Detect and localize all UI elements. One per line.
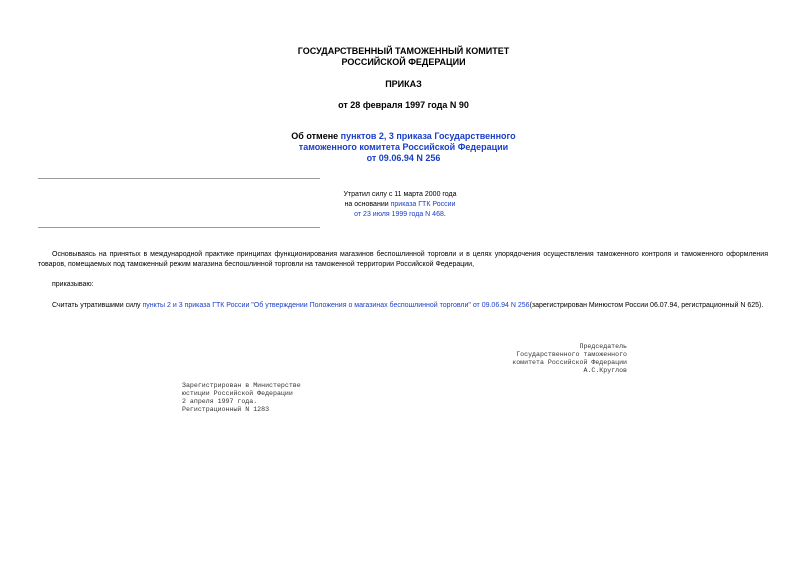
divider-bottom — [38, 227, 320, 228]
status-note-suffix: . — [443, 211, 446, 218]
registration-line1: Зарегистрирован в Министерстве — [182, 382, 301, 389]
para3-prefix: Считать утратившими силу — [52, 302, 143, 309]
subject-link-part2[interactable]: таможенного комитета Российской Федерации — [298, 142, 509, 152]
subject-link-part3[interactable]: от 09.06.94 N 256 — [366, 153, 441, 163]
doc-type: ПРИКАЗ — [385, 79, 422, 89]
registration-line3: 2 апреля 1997 года. — [182, 398, 258, 405]
status-note-line1: Утратил силу с 11 марта 2000 года — [343, 191, 457, 198]
signature-line2: Государственного таможенного — [516, 351, 627, 358]
doc-date: от 28 февраля 1997 года N 90 — [338, 100, 469, 110]
annulled-order-link[interactable]: пункты 2 и 3 приказа ГТК России "Об утверждении Положения о магазинах беспошлинной торговли" от 09.06.94 N 256 — [142, 302, 530, 309]
repeal-order-date-link[interactable]: от 23 июля 1999 года N 468 — [354, 211, 444, 218]
org-name-line2: РОССИЙСКОЙ ФЕДЕРАЦИИ — [341, 57, 466, 67]
signature-name: А.С.Круглов — [583, 367, 627, 374]
status-note-line3 — [330, 210, 470, 219]
repeal-order-link[interactable]: приказа ГТК России — [390, 201, 456, 208]
subject-link-part1[interactable]: пунктов 2, 3 приказа Государственного — [340, 131, 516, 141]
signature-line3: комитета Российской Федерации — [512, 359, 627, 366]
registration-line4: Регистрационный N 1283 — [182, 406, 270, 413]
para3-suffix: (зарегистрирован Минюстом России 06.07.94, регистрационный N 625). — [529, 302, 764, 309]
body-paragraph-1: Основываясь на принятых в международной практике принципах функционирования магазинов беспошлинной торговли и в целях упорядочения осуществления таможенного контроля и таможенного оформления товаров, помещаемых под таможенный режим магазина беспошлинной торговли на таможенной территории Российской Федерации, — [38, 251, 768, 268]
status-note-prefix: на основании — [344, 201, 391, 208]
signature-line1: Председатель — [579, 343, 627, 350]
registration-line2: юстиции Российской Федерации — [182, 390, 293, 397]
divider-top — [38, 178, 320, 179]
org-name-line1: ГОСУДАРСТВЕННЫЙ ТАМОЖЕННЫЙ КОМИТЕТ — [297, 46, 510, 56]
status-note-line2 — [330, 200, 470, 209]
subject-prefix: Об отмене — [291, 131, 341, 141]
order-word: приказываю: — [52, 281, 94, 288]
body-paragraph-3 — [38, 301, 770, 311]
subject-line1 — [0, 131, 807, 142]
